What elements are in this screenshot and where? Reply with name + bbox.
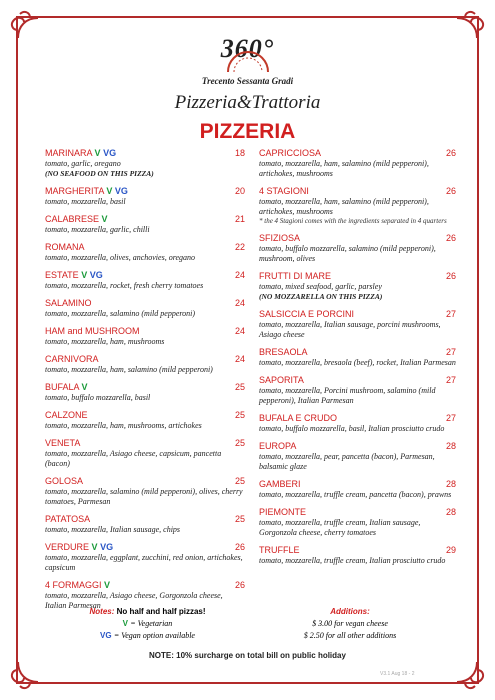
pizza-note: (NO MOZZARELLA ON THIS PIZZA) <box>259 292 383 301</box>
pizza-name: CALZONE <box>45 410 88 420</box>
pizza-ingredients: tomato, mozzarella, ham, mushrooms, artichokes <box>45 421 202 430</box>
pizza-ingredients: tomato, mozzarella, ham, mushrooms <box>45 337 165 346</box>
version-label: V3.1 Aug 18 - 2 <box>380 671 415 677</box>
menu-column-left <box>45 148 245 618</box>
menu-item <box>45 148 245 179</box>
pizza-price: 20 <box>234 186 245 196</box>
vegetarian-tag: V <box>101 214 108 224</box>
menu-item-header <box>45 514 245 525</box>
pizza-name: PIEMONTE <box>259 507 307 517</box>
pizza-price: 26 <box>234 542 245 552</box>
menu-item <box>259 148 456 179</box>
menu-title: PIZZERIA <box>199 120 296 143</box>
pizza-price: 18 <box>234 148 245 158</box>
menu-item-header <box>45 326 245 337</box>
menu-item <box>259 271 456 302</box>
menu-item <box>45 298 245 319</box>
pizza-name: SALSICCIA E PORCINI <box>259 309 355 319</box>
pizza-name: 4 FORMAGGI <box>45 580 102 590</box>
menu-item <box>259 507 456 538</box>
menu-item-header <box>259 148 456 159</box>
menu-item <box>45 476 245 507</box>
pizza-name: TRUFFLE <box>259 545 300 555</box>
menu-item <box>259 186 456 226</box>
menu-item-header <box>259 441 456 452</box>
pizza-price: 25 <box>234 514 245 524</box>
pizza-price: 24 <box>234 270 245 280</box>
menu-item-header <box>45 438 245 449</box>
pizza-ingredients: tomato, mozzarella, ham, salamino (mild pepperoni), artichokes, mushrooms <box>259 197 429 216</box>
pizza-price: 25 <box>234 410 245 420</box>
vegetarian-tag: V <box>106 186 113 196</box>
pizza-ingredients: tomato, mozzarella, ham, salamino (mild pepperoni), artichokes, mushrooms <box>259 159 429 178</box>
pizza-name: CAPRICCIOSA <box>259 148 322 158</box>
menu-item <box>45 270 245 291</box>
pizza-ingredients: tomato, buffalo mozzarella, salamino (mild pepperoni), mushroom, olives <box>259 244 436 263</box>
vegetarian-key: V <box>122 619 129 628</box>
menu-item <box>259 309 456 340</box>
menu-column-right <box>259 148 456 573</box>
menu-item <box>259 413 456 434</box>
menu-item-header <box>45 186 245 197</box>
corner-ornament-bottom-left <box>8 658 42 692</box>
pizza-name: CALABRESE <box>45 214 100 224</box>
pizza-price: 28 <box>445 479 456 489</box>
pizza-ingredients: tomato, mozzarella, Porcini mushroom, salamino (mild pepperoni), Italian Parmesan <box>259 386 436 405</box>
menu-item <box>45 326 245 347</box>
pizza-price: 21 <box>234 214 245 224</box>
pizza-name: GOLOSA <box>45 476 84 486</box>
pizza-name: FRUTTI DI MARE <box>259 271 331 281</box>
pizza-price: 24 <box>234 354 245 364</box>
pizza-name: SFIZIOSA <box>259 233 301 243</box>
menu-item-header <box>259 375 456 386</box>
menu-item-header <box>45 382 245 393</box>
menu-item-header <box>45 542 245 553</box>
pizza-name: BRESAOLA <box>259 347 308 357</box>
menu-item <box>45 542 245 573</box>
pizza-footnote: * the 4 Stagioni comes with the ingredients separated in 4 quarters <box>259 217 447 225</box>
pizza-ingredients: tomato, mozzarella, eggplant, zucchini, red onion, artichokes, capsicum <box>45 553 243 572</box>
vegetarian-tag: V <box>104 580 111 590</box>
pizza-ingredients: tomato, mozzarella, bresaola (beef), rocket, Italian Parmesan <box>259 358 456 367</box>
pizza-ingredients: tomato, mozzarella, truffle cream, Italian sausage, Gorgonzola cheese, cherry tomatoes <box>259 518 421 537</box>
addition-other: $ 2.50 for all other additions <box>303 631 397 640</box>
pizza-ingredients: tomato, mozzarella, rocket, fresh cherry tomatoes <box>45 281 204 290</box>
pizza-name: MARINARA <box>45 148 93 158</box>
additions-label: Additions: <box>330 607 370 616</box>
pizza-ingredients: tomato, mozzarella, salamino (mild pepperoni) <box>45 309 196 318</box>
pizza-name: CARNIVORA <box>45 354 99 364</box>
pizza-price: 24 <box>234 298 245 308</box>
vegan-legend: = Vegan option available <box>113 631 195 640</box>
surcharge-note: NOTE: 10% surcharge on total bill on public holiday <box>149 651 346 660</box>
vegan-key: VG <box>100 631 112 640</box>
pizza-price: 27 <box>445 309 456 319</box>
pizza-name: VENETA <box>45 438 81 448</box>
pizza-price: 28 <box>445 441 456 451</box>
menu-item <box>259 479 456 500</box>
pizza-name: BUFALA E CRUDO <box>259 413 338 423</box>
menu-item-header <box>259 309 456 320</box>
menu-item <box>45 354 245 375</box>
pizza-ingredients: tomato, mozzarella, pear, pancetta (bacon), Parmesan, balsamic glaze <box>259 452 435 471</box>
pizza-name: EUROPA <box>259 441 297 451</box>
pizza-ingredients: tomato, mozzarella, basil <box>45 197 126 206</box>
menu-item-header <box>45 214 245 225</box>
menu-item <box>45 438 245 469</box>
pizza-price: 26 <box>445 148 456 158</box>
logo-subtitle: Trecento Sessanta Gradi <box>201 76 294 86</box>
vegetarian-tag: V <box>81 382 88 392</box>
pizza-name: GAMBERI <box>259 479 301 489</box>
menu-item-header <box>259 507 456 518</box>
pizza-price: 25 <box>234 476 245 486</box>
pizza-price: 27 <box>445 413 456 423</box>
pizza-ingredients: tomato, mozzarella, Asiago cheese, capsicum, pancetta (bacon) <box>45 449 222 468</box>
pizza-name: SAPORITA <box>259 375 304 385</box>
pizza-ingredients: tomato, mozzarella, truffle cream, pancetta (bacon), prawns <box>259 490 452 499</box>
pizza-ingredients: tomato, mozzarella, ham, salamino (mild pepperoni) <box>45 365 213 374</box>
pizza-price: 28 <box>445 507 456 517</box>
menu-item-header <box>259 413 456 424</box>
logo-number: 360° <box>220 34 275 63</box>
pizza-ingredients: tomato, mozzarella, Asiago cheese, Gorgonzola cheese, Italian Parmesan <box>45 591 223 610</box>
menu-item <box>259 233 456 264</box>
pizza-price: 26 <box>445 233 456 243</box>
pizza-name: ESTATE <box>45 270 79 280</box>
pizza-name: HAM and MUSHROOM <box>45 326 140 336</box>
pizza-price: 29 <box>445 545 456 555</box>
menu-item-header <box>45 476 245 487</box>
pizza-name: VERDURE <box>45 542 90 552</box>
menu-item-header <box>259 545 456 556</box>
notes-text: No half and half pizzas! <box>116 607 206 616</box>
pizza-price: 24 <box>234 326 245 336</box>
pizza-price: 27 <box>445 375 456 385</box>
pizza-name: BUFALA <box>45 382 80 392</box>
pizza-price: 26 <box>445 271 456 281</box>
pizza-price: 22 <box>234 242 245 252</box>
menu-item <box>45 410 245 431</box>
menu-item-header <box>259 479 456 490</box>
pizza-ingredients: tomato, garlic, oregano <box>45 159 121 168</box>
menu-item-header <box>45 410 245 421</box>
vegan-tag: VG <box>103 148 117 158</box>
pizza-price: 26 <box>445 186 456 196</box>
additions-block <box>270 606 430 642</box>
pizza-price: 25 <box>234 382 245 392</box>
pizza-name: 4 STAGIONI <box>259 186 309 196</box>
menu-item-header <box>259 271 456 282</box>
menu-item-header <box>45 148 245 159</box>
menu-item <box>259 441 456 472</box>
notes-block <box>60 606 235 642</box>
menu-item-header <box>259 186 456 197</box>
pizza-ingredients: tomato, buffalo mozzarella, basil, Italian prosciutto crudo <box>259 424 445 433</box>
pizza-price: 26 <box>234 580 245 590</box>
pizza-name: PATATOSA <box>45 514 91 524</box>
menu-item-header <box>45 580 245 591</box>
menu-item-header <box>45 298 245 309</box>
pizza-note: (NO SEAFOOD ON THIS PIZZA) <box>45 169 154 178</box>
pizza-ingredients: tomato, mozzarella, garlic, chilli <box>45 225 150 234</box>
pizza-name: SALAMINO <box>45 298 92 308</box>
menu-item-header <box>259 233 456 244</box>
menu-item <box>45 186 245 207</box>
menu-item <box>259 375 456 406</box>
menu-item <box>45 514 245 535</box>
menu-item-header <box>45 242 245 253</box>
menu-item-header <box>45 354 245 365</box>
pizza-ingredients: tomato, mozzarella, Italian sausage, chips <box>45 525 181 534</box>
oven-arch-icon <box>222 44 274 74</box>
pizza-ingredients: tomato, mixed seafood, garlic, parsley <box>259 282 382 291</box>
menu-item <box>259 545 456 566</box>
pizza-name: ROMANA <box>45 242 85 252</box>
menu-item <box>45 242 245 263</box>
pizza-ingredients: tomato, mozzarella, Italian sausage, porcini mushrooms, Asiago cheese <box>259 320 441 339</box>
vegan-tag: VG <box>114 186 128 196</box>
vegetarian-tag: V <box>81 270 88 280</box>
menu-item-header <box>259 347 456 358</box>
corner-ornament-bottom-right <box>453 658 487 692</box>
vegan-tag: VG <box>89 270 103 280</box>
menu-item <box>45 214 245 235</box>
vegetarian-tag: V <box>91 542 98 552</box>
pizza-name: MARGHERITA <box>45 186 104 196</box>
vegetarian-tag: V <box>94 148 101 158</box>
pizza-price: 25 <box>234 438 245 448</box>
pizza-ingredients: tomato, mozzarella, truffle cream, Italian prosciutto crudo <box>259 556 446 565</box>
menu-item <box>45 382 245 403</box>
vegetarian-legend: = Vegetarian <box>130 619 173 628</box>
pizza-ingredients: tomato, mozzarella, salamino (mild pepperoni), olives, cherry tomatoes, Parmesan <box>45 487 243 506</box>
menu-item-header <box>45 270 245 281</box>
pizza-price: 27 <box>445 347 456 357</box>
pizza-ingredients: tomato, buffalo mozzarella, basil <box>45 393 151 402</box>
logo-name: Pizzeria&Trattoria <box>174 92 321 113</box>
vegan-tag: VG <box>100 542 114 552</box>
menu-item <box>259 347 456 368</box>
addition-vegan-cheese: $ 3.00 for vegan cheese <box>312 619 388 628</box>
notes-label: Notes: <box>89 607 115 616</box>
pizza-ingredients: tomato, mozzarella, olives, anchovies, oregano <box>45 253 196 262</box>
